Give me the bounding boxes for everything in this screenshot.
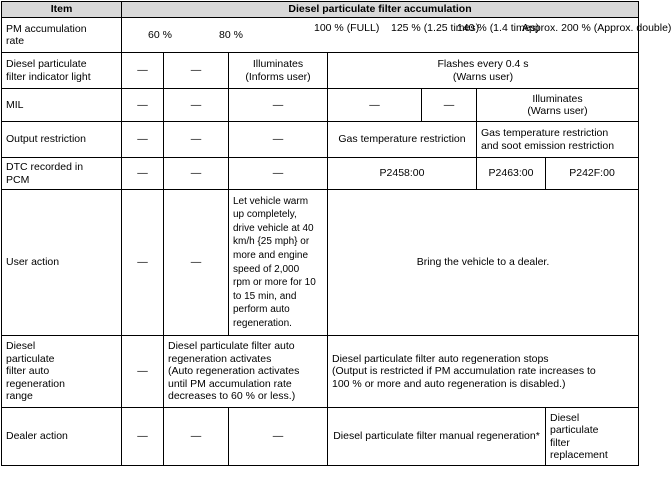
rate-80: 80 % (219, 29, 243, 41)
cell-dash: — (122, 89, 164, 122)
row-label: Output restriction (2, 122, 122, 158)
pm-rate-scale (122, 18, 671, 53)
cell-filter-replacement: Diesel particulate filter replacement (546, 408, 639, 466)
cell-mil-illuminates: Illuminates (Warns user) (477, 89, 639, 122)
row-dtc (2, 158, 639, 190)
cell-dash: — (164, 89, 229, 122)
cell-dash: — (328, 89, 422, 122)
cell-dtc-p2463: P2463:00 (477, 158, 546, 190)
row-auto-regeneration-range (2, 336, 639, 408)
row-user-action (2, 190, 639, 336)
header-row (2, 2, 639, 18)
cell-bring-to-dealer: Bring the vehicle to a dealer. (328, 190, 639, 336)
rate-140: 140 % (1.4 times) (457, 22, 540, 34)
row-label: User action (2, 190, 122, 336)
rate-125: 125 % (1.25 times) (391, 22, 480, 34)
cell-dash: — (122, 122, 164, 158)
cell-illuminates: Illuminates (Informs user) (229, 53, 328, 89)
cell-auto-regeneration-stops: Diesel particulate filter auto regeneration stops (Output is restricted if PM accumulation rate increases to 100 % or more and auto regeneration is disabled.) (328, 336, 639, 408)
cell-dash: — (229, 122, 328, 158)
row-mil (2, 89, 639, 122)
rate-100: 100 % (FULL) (314, 22, 380, 34)
cell-dash: — (122, 408, 164, 466)
row-output-restriction (2, 122, 639, 158)
row-label: MIL (2, 89, 122, 122)
cell-dash: — (164, 122, 229, 158)
cell-dtc-p2458: P2458:00 (328, 158, 477, 190)
row-label: DTC recorded in PCM (2, 158, 122, 190)
cell-dash: — (229, 408, 328, 466)
row-indicator-light (2, 53, 639, 89)
rate-60: 60 % (148, 29, 172, 41)
cell-dtc-p242f: P242F:00 (546, 158, 639, 190)
header-title: Diesel particulate filter accumulation (122, 2, 639, 18)
cell-dash: — (122, 53, 164, 89)
cell-dash: — (164, 158, 229, 190)
cell-flashes: Flashes every 0.4 s (Warns user) (328, 53, 639, 89)
cell-dash: — (122, 158, 164, 190)
row-dealer-action (2, 408, 639, 466)
cell-dash: — (164, 408, 229, 466)
row-label: Diesel particulate filter indicator light (2, 53, 122, 89)
cell-dash: — (164, 190, 229, 336)
header-item: Item (2, 2, 122, 18)
cell-manual-regeneration: Diesel particulate filter manual regeneration* (328, 408, 546, 466)
cell-gas-temp-soot-restriction: Gas temperature restriction and soot emission restriction (477, 122, 639, 158)
cell-auto-regeneration-activates: Diesel particulate filter auto regeneration activates (Auto regeneration activates until PM accumulation rate decreases to 60 % or less.) (164, 336, 328, 408)
cell-dash: — (164, 53, 229, 89)
cell-dash: — (229, 158, 328, 190)
cell-dash: — (229, 89, 328, 122)
cell-dash: — (122, 336, 164, 408)
cell-gas-temp-restriction: Gas temperature restriction (328, 122, 477, 158)
rate-200: Approx. 200 % (Approx. double) (522, 22, 671, 34)
row-label: Dealer action (2, 408, 122, 466)
cell-dash: — (122, 190, 164, 336)
row-label: Diesel particulate filter auto regeneration range (2, 336, 122, 408)
cell-warm-up-instructions: Let vehicle warm up completely, drive vehicle at 40 km/h {25 mph} or more and engine speed of 2,000 rpm or more for 10 to 15 min, and perform auto regeneration. (229, 190, 328, 336)
row-label: PM accumulation rate (2, 18, 122, 53)
cell-dash: — (422, 89, 477, 122)
row-pm-accumulation-rate (2, 18, 639, 53)
dpf-accumulation-table (1, 1, 671, 466)
